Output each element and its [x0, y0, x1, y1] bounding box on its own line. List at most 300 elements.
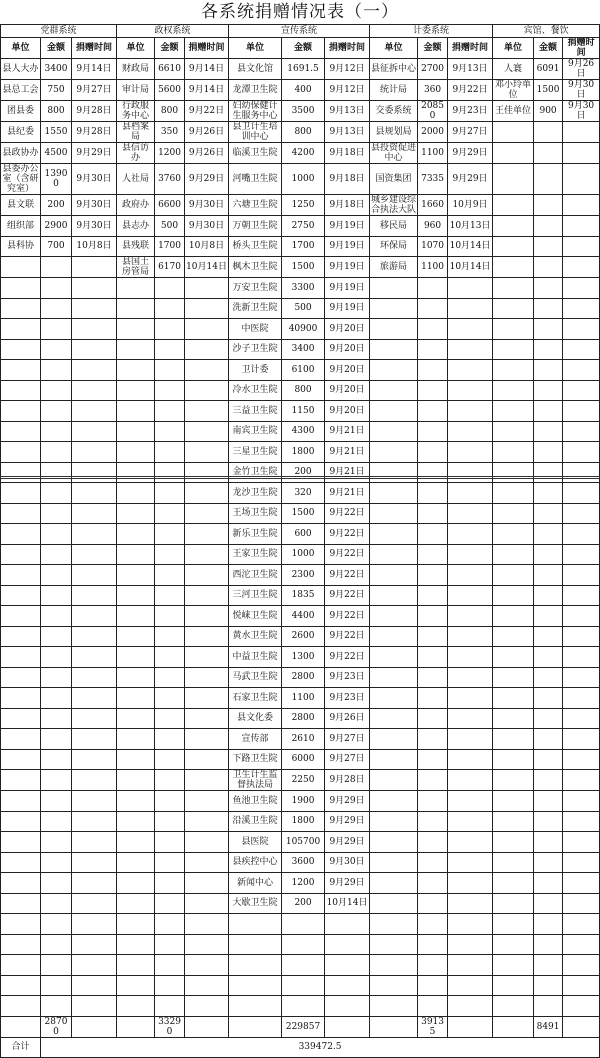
amount-cell	[41, 955, 72, 976]
unit-cell	[117, 975, 155, 996]
amount-cell: 5600	[155, 80, 185, 101]
unit-cell: 新闻中心	[229, 873, 282, 894]
amount-cell	[282, 975, 325, 996]
unit-cell: 邓小玲单位	[493, 80, 534, 101]
unit-cell: 行政服务中心	[117, 101, 155, 122]
table-row	[1, 893, 600, 914]
date-cell: 9月20日	[325, 360, 370, 381]
amount-cell	[534, 298, 563, 319]
date-header: 捐赠时间	[72, 38, 117, 59]
date-cell	[185, 873, 229, 894]
unit-cell: 六塘卫生院	[229, 195, 282, 216]
date-cell	[563, 914, 600, 935]
unit-cell	[493, 298, 534, 319]
unit-cell: 鱼池卫生院	[229, 791, 282, 812]
unit-cell	[1, 688, 41, 709]
group-header: 党群系统	[1, 25, 117, 38]
unit-cell	[117, 914, 155, 935]
date-cell: 9月13日	[325, 122, 370, 143]
amount-cell	[418, 278, 448, 299]
amount-cell: 2000	[418, 122, 448, 143]
amount-cell: 1200	[282, 873, 325, 894]
date-cell	[185, 585, 229, 606]
amount-cell	[418, 401, 448, 422]
unit-cell: 旅游局	[370, 257, 418, 278]
unit-cell	[117, 298, 155, 319]
date-cell	[448, 770, 493, 791]
date-cell	[185, 667, 229, 688]
date-cell	[448, 811, 493, 832]
unit-cell: 沙子卫生院	[229, 339, 282, 360]
amount-cell	[534, 647, 563, 668]
date-cell	[185, 421, 229, 442]
amount-cell	[41, 914, 72, 935]
date-cell	[563, 360, 600, 381]
date-cell: 9月22日	[325, 544, 370, 565]
amount-cell	[155, 442, 185, 463]
subtotal-blank	[185, 1016, 229, 1037]
amount-cell	[418, 442, 448, 463]
unit-cell	[493, 996, 534, 1017]
subtotal-blank	[370, 1016, 418, 1037]
unit-cell	[493, 832, 534, 853]
amount-cell: 20850	[418, 101, 448, 122]
unit-cell: 王家卫生院	[229, 544, 282, 565]
amount-cell	[155, 852, 185, 873]
unit-cell: 县信访办	[117, 143, 155, 164]
unit-cell	[493, 339, 534, 360]
date-cell: 9月30日	[185, 195, 229, 216]
amount-cell	[41, 688, 72, 709]
amount-cell	[534, 585, 563, 606]
table-row	[1, 749, 600, 770]
table-row	[1, 852, 600, 873]
amount-cell	[41, 257, 72, 278]
date-cell	[563, 319, 600, 340]
date-cell	[72, 319, 117, 340]
amount-cell	[534, 503, 563, 524]
date-cell	[185, 380, 229, 401]
date-cell	[448, 893, 493, 914]
unit-cell	[493, 955, 534, 976]
table-row	[1, 319, 600, 340]
date-cell: 10月9日	[448, 195, 493, 216]
unit-header: 单位	[493, 38, 534, 59]
amount-cell	[418, 585, 448, 606]
amount-cell: 800	[282, 380, 325, 401]
unit-cell	[493, 647, 534, 668]
unit-cell	[370, 667, 418, 688]
date-header: 捐赠时间	[448, 38, 493, 59]
table-row	[1, 647, 600, 668]
table-row	[1, 59, 600, 80]
unit-cell	[493, 544, 534, 565]
amount-header: 金额	[41, 38, 72, 59]
amount-cell	[534, 975, 563, 996]
date-cell	[72, 626, 117, 647]
unit-cell	[117, 770, 155, 791]
amount-cell	[41, 873, 72, 894]
unit-cell	[370, 647, 418, 668]
amount-cell	[418, 770, 448, 791]
date-cell	[72, 791, 117, 812]
amount-cell: 600	[282, 524, 325, 545]
subtotal-row	[1, 1016, 600, 1037]
unit-cell: 龙沙卫生院	[229, 483, 282, 504]
unit-cell	[229, 975, 282, 996]
amount-cell: 360	[418, 80, 448, 101]
date-cell	[185, 606, 229, 627]
date-cell: 9月29日	[325, 811, 370, 832]
amount-cell	[41, 708, 72, 729]
unit-cell: 县委办公室（含研究室）	[2, 164, 39, 194]
amount-header: 金额	[282, 38, 325, 59]
amount-cell	[534, 164, 563, 195]
unit-cell	[370, 873, 418, 894]
amount-cell	[41, 996, 72, 1017]
unit-cell: 万安卫生院	[229, 278, 282, 299]
unit-cell	[493, 708, 534, 729]
date-cell	[563, 749, 600, 770]
date-cell	[72, 524, 117, 545]
date-cell	[185, 791, 229, 812]
amount-cell	[155, 975, 185, 996]
amount-cell: 2800	[282, 708, 325, 729]
date-cell	[185, 934, 229, 955]
date-cell: 9月26日	[185, 143, 229, 164]
unit-cell	[1, 934, 41, 955]
date-cell	[185, 360, 229, 381]
amount-cell	[534, 339, 563, 360]
amount-cell	[41, 380, 72, 401]
date-cell	[185, 811, 229, 832]
unit-cell: 新乐卫生院	[229, 524, 282, 545]
amount-cell	[155, 667, 185, 688]
group-header: 政权系统	[117, 25, 229, 38]
date-cell	[72, 278, 117, 299]
unit-cell	[370, 893, 418, 914]
amount-cell	[155, 585, 185, 606]
unit-cell: 马武卫生院	[229, 667, 282, 688]
amount-cell: 200	[282, 893, 325, 914]
date-cell: 9月21日	[325, 462, 370, 483]
date-cell	[563, 122, 600, 143]
subtotal-blank	[229, 1016, 282, 1037]
date-cell: 9月29日	[448, 164, 493, 195]
unit-cell	[117, 585, 155, 606]
unit-cell	[370, 811, 418, 832]
unit-cell: 县科协	[1, 236, 41, 257]
amount-cell: 500	[155, 216, 185, 237]
amount-cell	[534, 873, 563, 894]
unit-cell: 县残联	[117, 236, 155, 257]
date-cell	[563, 708, 600, 729]
amount-cell	[418, 749, 448, 770]
unit-cell	[493, 934, 534, 955]
amount-cell	[41, 585, 72, 606]
unit-cell: 移民局	[370, 216, 418, 237]
date-cell: 9月22日	[325, 647, 370, 668]
date-cell	[325, 934, 370, 955]
date-header: 捐赠时间	[325, 38, 370, 59]
unit-cell: 三河卫生院	[229, 585, 282, 606]
subtotal-blank	[72, 1016, 117, 1037]
amount-cell	[534, 708, 563, 729]
total-row	[1, 1037, 600, 1057]
amount-cell	[155, 893, 185, 914]
date-cell	[72, 708, 117, 729]
amount-cell	[41, 606, 72, 627]
date-cell	[563, 791, 600, 812]
amount-cell	[41, 749, 72, 770]
date-cell	[72, 647, 117, 668]
date-cell	[448, 278, 493, 299]
amount-cell	[534, 852, 563, 873]
date-cell	[563, 811, 600, 832]
subtotal-blank	[493, 1016, 534, 1037]
amount-cell: 960	[418, 216, 448, 237]
date-cell	[448, 955, 493, 976]
amount-cell: 3400	[41, 59, 72, 80]
total-label: 合计	[1, 1037, 41, 1057]
table-row	[1, 442, 600, 463]
date-cell	[563, 503, 600, 524]
unit-cell	[1, 565, 41, 586]
amount-cell: 2800	[282, 667, 325, 688]
unit-cell	[370, 544, 418, 565]
amount-cell	[41, 442, 72, 463]
date-cell: 9月26日	[563, 59, 600, 80]
unit-cell	[493, 893, 534, 914]
date-cell	[185, 544, 229, 565]
amount-cell: 4400	[282, 606, 325, 627]
amount-cell	[282, 934, 325, 955]
date-cell	[563, 832, 600, 853]
unit-cell: 财政局	[117, 59, 155, 80]
subtotal-blank	[325, 1016, 370, 1037]
unit-cell	[493, 749, 534, 770]
unit-cell: 宣传部	[229, 729, 282, 750]
amount-cell	[155, 934, 185, 955]
date-cell: 9月20日	[325, 401, 370, 422]
date-cell: 9月23日	[448, 101, 493, 122]
unit-cell	[370, 996, 418, 1017]
amount-cell	[418, 380, 448, 401]
date-cell: 10月14日	[325, 893, 370, 914]
unit-cell	[117, 524, 155, 545]
total-value: 339472.5	[41, 1037, 600, 1057]
unit-header: 单位	[117, 38, 155, 59]
date-cell	[563, 996, 600, 1017]
amount-cell: 4200	[282, 143, 325, 164]
date-cell: 9月22日	[325, 626, 370, 647]
unit-cell	[117, 791, 155, 812]
amount-cell	[418, 626, 448, 647]
amount-cell: 105700	[282, 832, 325, 853]
table-row	[1, 934, 600, 955]
unit-cell: 王场卫生院	[229, 503, 282, 524]
unit-cell: 中医院	[229, 319, 282, 340]
amount-cell: 3500	[282, 101, 325, 122]
unit-cell	[493, 975, 534, 996]
date-cell	[72, 955, 117, 976]
date-cell: 9月19日	[325, 298, 370, 319]
amount-cell	[41, 503, 72, 524]
amount-cell: 4300	[282, 421, 325, 442]
group-header: 宣传系统	[229, 25, 370, 38]
amount-cell: 1500	[534, 80, 563, 101]
date-cell	[185, 462, 229, 483]
amount-cell	[418, 955, 448, 976]
date-cell	[185, 893, 229, 914]
date-cell	[185, 975, 229, 996]
amount-cell	[41, 298, 72, 319]
date-cell	[72, 914, 117, 935]
amount-cell: 800	[282, 122, 325, 143]
table-row	[1, 832, 600, 853]
date-cell	[72, 421, 117, 442]
date-cell	[448, 298, 493, 319]
unit-cell: 卫生计生监督执法局	[229, 770, 282, 791]
amount-cell	[534, 955, 563, 976]
unit-cell	[1, 339, 41, 360]
amount-cell	[41, 811, 72, 832]
unit-cell: 县文化馆	[229, 59, 282, 80]
date-cell	[448, 503, 493, 524]
amount-cell	[418, 503, 448, 524]
date-cell	[563, 893, 600, 914]
amount-cell	[534, 421, 563, 442]
date-cell	[563, 770, 600, 791]
unit-cell	[493, 442, 534, 463]
amount-cell	[155, 914, 185, 935]
unit-cell	[370, 934, 418, 955]
date-cell	[448, 462, 493, 483]
amount-cell	[41, 934, 72, 955]
unit-cell: 临溪卫生院	[229, 143, 282, 164]
date-cell	[72, 442, 117, 463]
date-cell: 9月30日	[185, 216, 229, 237]
amount-cell	[41, 852, 72, 873]
unit-cell: 县档案局	[117, 122, 155, 143]
unit-cell	[370, 729, 418, 750]
date-cell	[72, 462, 117, 483]
unit-cell: 县卫计生培训中心	[229, 122, 282, 143]
date-cell	[185, 914, 229, 935]
unit-cell	[1, 708, 41, 729]
amount-cell	[41, 462, 72, 483]
date-cell	[563, 729, 600, 750]
date-cell	[448, 791, 493, 812]
unit-cell	[1, 626, 41, 647]
subtotal-value: 229857	[282, 1016, 325, 1037]
unit-cell	[117, 278, 155, 299]
amount-cell	[534, 791, 563, 812]
amount-cell: 200	[41, 195, 72, 216]
unit-cell	[493, 585, 534, 606]
date-cell: 9月23日	[325, 667, 370, 688]
date-cell	[72, 770, 117, 791]
amount-cell	[534, 667, 563, 688]
table-row	[1, 688, 600, 709]
unit-cell: 三益卫生院	[229, 401, 282, 422]
date-cell: 9月21日	[325, 483, 370, 504]
subtotal-value: 28700	[41, 1016, 72, 1037]
unit-cell: 大歇卫生院	[229, 893, 282, 914]
amount-cell: 6170	[155, 257, 185, 278]
amount-cell: 1660	[418, 195, 448, 216]
date-cell	[185, 852, 229, 873]
group-header: 宾馆、餐饮	[493, 25, 600, 38]
amount-cell	[534, 319, 563, 340]
unit-cell	[370, 606, 418, 627]
date-cell	[448, 319, 493, 340]
unit-cell: 县国土房管局	[117, 257, 155, 278]
unit-cell	[493, 791, 534, 812]
date-cell	[448, 585, 493, 606]
amount-cell	[41, 319, 72, 340]
unit-cell	[493, 278, 534, 299]
amount-cell	[155, 380, 185, 401]
date-cell	[563, 257, 600, 278]
unit-cell	[493, 729, 534, 750]
unit-cell: 县文联	[1, 195, 41, 216]
unit-cell	[493, 524, 534, 545]
amount-cell	[155, 483, 185, 504]
unit-cell	[370, 565, 418, 586]
date-cell: 9月30日	[72, 195, 117, 216]
amount-cell	[155, 729, 185, 750]
unit-cell: 卫计委	[229, 360, 282, 381]
date-cell: 9月29日	[325, 832, 370, 853]
unit-cell	[493, 401, 534, 422]
amount-cell	[155, 524, 185, 545]
unit-cell	[370, 852, 418, 873]
amount-cell	[41, 975, 72, 996]
unit-cell	[1, 770, 41, 791]
date-cell	[72, 503, 117, 524]
date-cell	[448, 647, 493, 668]
amount-cell	[155, 688, 185, 709]
amount-header: 金额	[418, 38, 448, 59]
table-row	[1, 216, 600, 237]
unit-cell: 县纪委	[1, 122, 41, 143]
unit-cell	[117, 606, 155, 627]
date-cell	[448, 729, 493, 750]
date-cell	[72, 832, 117, 853]
date-cell	[185, 401, 229, 422]
date-cell	[185, 996, 229, 1017]
unit-cell	[117, 380, 155, 401]
table-row	[1, 667, 600, 688]
date-cell	[185, 955, 229, 976]
unit-header: 单位	[1, 38, 41, 59]
amount-cell	[534, 143, 563, 164]
table-row	[1, 708, 600, 729]
date-cell: 9月22日	[325, 606, 370, 627]
unit-cell	[117, 339, 155, 360]
subtotal-blank	[1, 1016, 41, 1037]
amount-cell	[41, 647, 72, 668]
amount-cell	[418, 791, 448, 812]
amount-cell: 1900	[282, 791, 325, 812]
date-cell: 9月14日	[185, 80, 229, 101]
date-cell	[563, 585, 600, 606]
table-row	[1, 195, 600, 216]
date-cell	[325, 914, 370, 935]
amount-cell	[534, 442, 563, 463]
date-cell	[563, 195, 600, 216]
